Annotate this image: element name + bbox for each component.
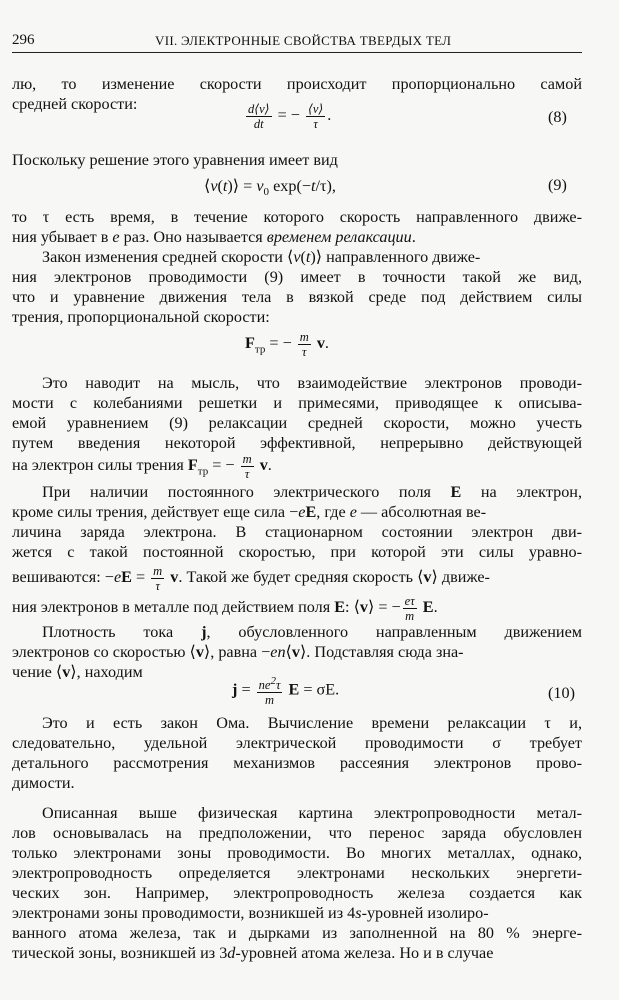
- emphasis: временем релаксации: [266, 228, 412, 246]
- eq-part: j: [201, 623, 207, 641]
- text: на электрон силы трения: [12, 456, 184, 475]
- text-line: Поскольку решение этого уравнения имеет вид: [12, 151, 338, 169]
- eq-part: v: [423, 568, 432, 587]
- text-line: [12, 642, 582, 662]
- text: ⟨: [285, 643, 292, 661]
- text: ⟩, находим: [70, 663, 143, 681]
- page-number: 296: [12, 32, 35, 48]
- fraction: [246, 102, 272, 131]
- numerator: m: [153, 564, 163, 578]
- eq-part: /τ),: [315, 177, 336, 195]
- eq-part: t: [310, 177, 316, 195]
- text: ния убывает в: [12, 228, 113, 246]
- text: (: [300, 248, 306, 266]
- eq-part: v: [210, 177, 218, 195]
- text-line: лов основывалась на предположении, что перенос заряда обусловлен: [12, 824, 582, 842]
- text-line: ванного атома железа, так и дырками из заполненной на 80 % энерге-: [12, 924, 582, 942]
- text: : ⟨: [345, 598, 360, 617]
- eq-part: .: [267, 456, 272, 475]
- text: )⟩ направленного движе-: [310, 248, 481, 266]
- denominator: τ: [302, 345, 307, 359]
- text: t: [305, 248, 311, 266]
- text-line: только электронами зоны проводимости. Во многих металлах, однако,: [12, 844, 582, 862]
- text: на электрон,: [480, 483, 582, 501]
- text: ⟩. Подставляя сюда зна-: [299, 643, 464, 661]
- denominator: dt: [253, 117, 264, 131]
- equation-8: [244, 102, 331, 131]
- text: -уровней изолиро-: [361, 904, 489, 922]
- text-line: Это наводит на мысль, что взаимодействие электронов проводи-: [42, 374, 582, 392]
- eq-part: )⟩ =: [227, 177, 257, 195]
- text-line: что и уравнение движения тела в вязкой среде под действием силы: [12, 288, 582, 306]
- text: e: [349, 503, 357, 521]
- text: Закон изменения средней скорости ⟨: [42, 248, 294, 266]
- text: e: [112, 228, 120, 246]
- eq-part: = −: [265, 334, 292, 353]
- text: электронов со скоростью ⟨: [12, 643, 196, 661]
- denominator: m: [265, 693, 275, 708]
- text-line: личина заряда электрона. В стационарном состоянии электрон дви-: [12, 523, 582, 541]
- text-line: жется с такой постоянной скоростью, при которой эти силы уравно-: [12, 543, 582, 561]
- chapter-title: VII. ЭЛЕКТРОННЫЕ СВОЙСТВА ТВЕРДЫХ ТЕЛ: [155, 33, 452, 48]
- text: , обусловленного направленным движением: [206, 623, 582, 641]
- eq-part: v: [359, 598, 368, 617]
- text: -уровней атома железа. Но и в случае: [235, 944, 494, 962]
- text-line: лю, то изменение скорости происходит пропорционально самой: [12, 75, 582, 93]
- text-line: средней скорости:: [12, 95, 138, 113]
- page-header: [12, 30, 582, 53]
- equation-number: (10): [548, 684, 575, 702]
- eq-part: E: [334, 598, 346, 617]
- text: чение ⟨: [12, 663, 63, 681]
- text-line: мости с колебаниями решетки и примесями, приводящее к описыва-: [12, 394, 582, 412]
- eq-part: (: [217, 177, 223, 195]
- text-line: емой уравнением (9) релаксации средней скорости, можно учесть: [12, 414, 582, 432]
- text: ния электронов в металле под действием поля: [12, 598, 335, 617]
- eq-part: 2: [270, 675, 276, 687]
- text: — абсолютная ве-: [356, 503, 487, 521]
- text: =: [131, 568, 150, 587]
- text: e: [298, 503, 306, 521]
- text-line: то τ есть время, в течение которого скорость направленного движе-: [12, 208, 582, 226]
- eq-part: j: [232, 680, 238, 699]
- eq-part: 0: [263, 186, 270, 199]
- text-line: димости.: [12, 774, 75, 792]
- text: раз. Оно называется: [119, 228, 267, 246]
- text-line: электропроводность определяется электронами нескольких энергети-: [12, 864, 582, 882]
- text-line: Описанная выше физическая картина электропроводности метал-: [42, 804, 582, 822]
- text: электронами зоны проводимости, возникшей из 4: [12, 904, 356, 922]
- eq-part: .: [324, 334, 329, 353]
- denominator: m: [405, 609, 415, 623]
- eq-part: v: [170, 568, 179, 587]
- text-line: следовательно, удельной электрической проводимости σ требует: [12, 734, 582, 752]
- text-line: [12, 594, 582, 623]
- eq-part: v: [259, 456, 268, 475]
- text: d: [227, 944, 236, 962]
- eq-part: F: [187, 456, 198, 475]
- text-line: [12, 903, 582, 923]
- text: e: [113, 568, 122, 587]
- eq-part: .: [335, 680, 340, 699]
- fraction: [306, 102, 325, 131]
- eq-part: v: [291, 643, 300, 661]
- denominator: τ: [155, 579, 160, 593]
- equation-number: (9): [548, 176, 567, 194]
- equals-minus: = −: [273, 106, 304, 125]
- text-line: [42, 247, 582, 267]
- fraction: [151, 564, 164, 593]
- text: , где: [316, 503, 350, 521]
- eq-part: v: [316, 334, 325, 353]
- text-line: Это и есть закон Ома. Вычисление времени релаксации τ и,: [42, 714, 582, 732]
- eq-part: E: [450, 483, 462, 501]
- equation-number: (8): [548, 108, 567, 126]
- denominator: τ: [244, 467, 250, 481]
- text-line: [12, 943, 582, 963]
- fraction: [257, 674, 283, 707]
- text: ⟩ движе-: [431, 568, 490, 587]
- eq-part: v: [195, 643, 204, 661]
- eq-part: тр: [197, 465, 209, 478]
- period: .: [327, 106, 332, 125]
- equation-9: [204, 176, 336, 198]
- friction-equation: [245, 330, 329, 359]
- eq-part: v: [256, 177, 264, 195]
- eq-part: ⟨: [204, 177, 211, 195]
- text-line: детального рассмотрения механизмов рассеяния электронов прово-: [12, 754, 582, 772]
- text: en: [270, 643, 286, 661]
- text: ⟩ = −: [368, 598, 401, 617]
- text: При наличии постоянного электрического поля: [42, 483, 431, 501]
- eq-part: E: [305, 503, 317, 521]
- fraction: [298, 330, 311, 359]
- eq-part: F: [245, 334, 255, 353]
- eq-part: ne: [258, 678, 271, 693]
- numerator: [257, 674, 283, 693]
- equation-10: j = $\frac{ne^2\tau}{m}$ E = σE.: [232, 675, 340, 708]
- fraction: [241, 452, 254, 481]
- text: ⟩, равна −: [203, 643, 271, 661]
- text-line: [12, 564, 582, 593]
- text: кроме силы трения, действует еще сила −: [12, 503, 299, 521]
- eq-part: E: [288, 680, 300, 699]
- numerator: m: [242, 452, 252, 466]
- text-line: [42, 622, 582, 642]
- eq-part: тр: [254, 343, 266, 356]
- eq-part: t: [222, 177, 228, 195]
- eq-part: exp(−: [269, 177, 311, 195]
- text-line: [12, 502, 582, 522]
- text-line: трения, пропорциональной скорости:: [12, 308, 270, 326]
- text-line: путем введения некоторой эффективной, непрерывно действующей: [12, 434, 582, 452]
- text-line: [42, 482, 582, 502]
- text: . Такой же будет средняя скорость ⟨: [178, 568, 424, 587]
- text: s: [355, 904, 362, 922]
- denominator: τ: [313, 117, 318, 131]
- text: v: [293, 248, 301, 266]
- numerator: m: [299, 330, 309, 344]
- eq-part: .: [433, 598, 438, 617]
- eq-part: E: [422, 598, 434, 617]
- eq-part: E: [121, 568, 132, 587]
- numerator: eτ: [404, 594, 415, 608]
- text-line: [12, 227, 582, 247]
- numerator: d⟨v⟩: [248, 102, 270, 116]
- eq-part: = −: [208, 456, 235, 475]
- eq-part: σE: [316, 680, 336, 699]
- text: тической зоны, возникшей из 3: [12, 944, 228, 962]
- fraction: [403, 594, 417, 623]
- text: Плотность тока: [42, 623, 174, 641]
- text: вешиваются: −: [12, 568, 114, 587]
- eq-part: v: [62, 663, 71, 681]
- text: .: [411, 228, 416, 246]
- text-line: ческих зон. Например, электропроводность железа создается как: [12, 884, 582, 902]
- numerator: ⟨v⟩: [307, 102, 324, 116]
- text-line: ния электронов проводимости (9) имеет в точности такой же вид,: [12, 268, 582, 286]
- text-line: [12, 452, 582, 481]
- eq-part: τ: [275, 678, 281, 693]
